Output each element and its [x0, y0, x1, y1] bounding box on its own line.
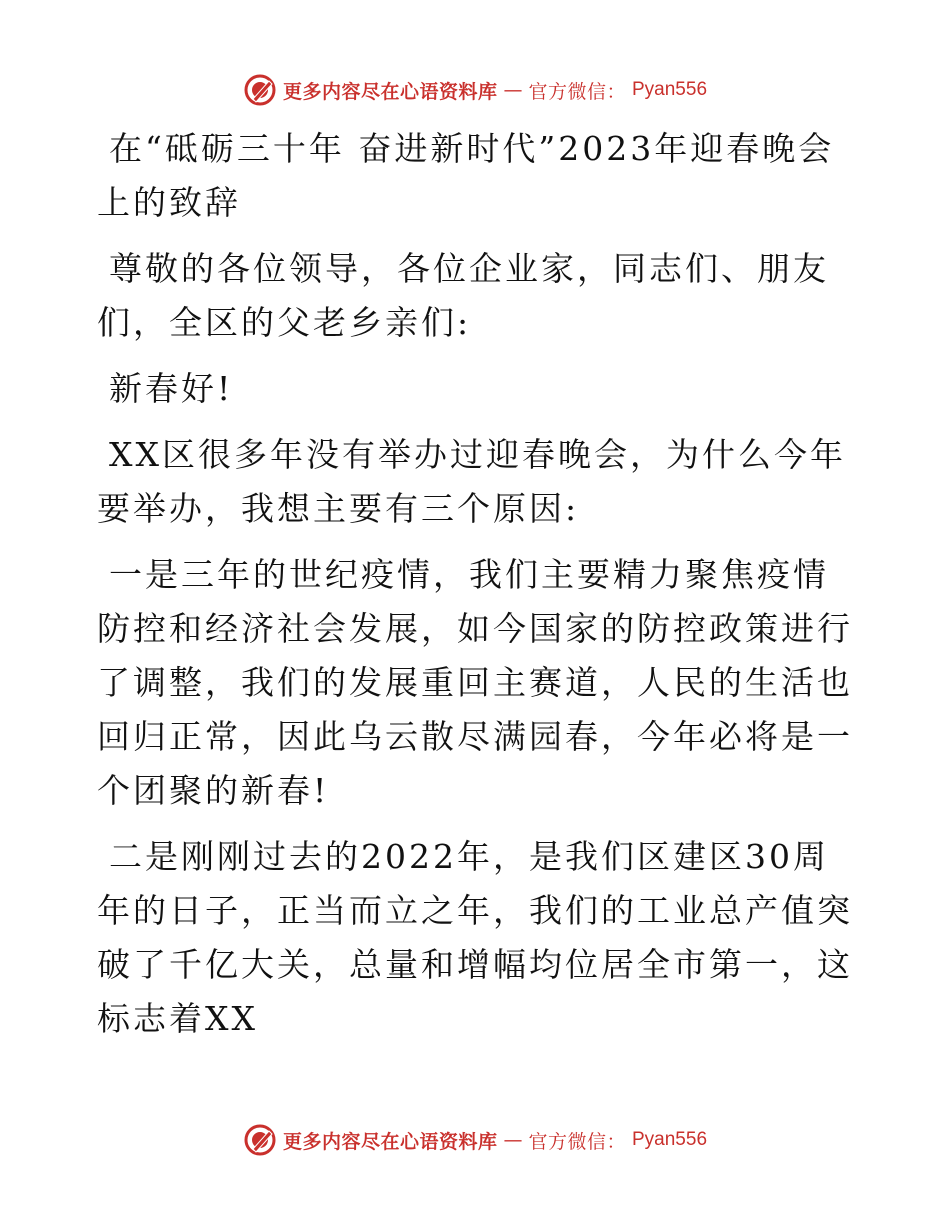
- watermark-dash: —: [503, 1129, 523, 1151]
- reason-two-paragraph: 二是刚刚过去的2022年，是我们区建区30周年的日子，正当而立之年，我们的工业总产值突破了千亿大关，总量和增幅均位居全市第一，这标志着XX: [97, 837, 853, 1038]
- pen-logo-icon: [243, 1123, 277, 1157]
- header-watermark: [0, 70, 950, 110]
- reason-one-paragraph: 一是三年的世纪疫情，我们主要精力聚焦疫情防控和经济社会发展，如今国家的防控政策进行了调整，我们的发展重回主赛道，人民的生活也回归正常，因此乌云散尽满园春，今年必将是一个团聚的新春!: [97, 555, 853, 810]
- greeting-paragraph: 新春好!: [109, 369, 234, 408]
- document-title: 在“砥砺三十年 奋进新时代”2023年迎春晚会上的致辞: [97, 129, 835, 222]
- intro-paragraph: XX区很多年没有举办过迎春晚会，为什么今年要举办，我想主要有三个原因:: [97, 435, 846, 528]
- watermark-wechat-id: Pyan556: [632, 79, 708, 100]
- watermark-dash: —: [503, 79, 523, 101]
- watermark-wechat-id: Pyan556: [632, 1129, 708, 1150]
- pen-logo-icon: [243, 73, 277, 107]
- document-body: [97, 122, 857, 1058]
- watermark-wechat-label: 官方微信：: [528, 1130, 626, 1153]
- watermark-brand: 更多内容尽在心语资料库: [282, 1130, 498, 1153]
- footer-watermark: [0, 1120, 950, 1160]
- watermark-brand: 更多内容尽在心语资料库: [282, 80, 498, 103]
- watermark-wechat-label: 官方微信：: [528, 80, 626, 103]
- salutation-paragraph: 尊敬的各位领导，各位企业家，同志们、朋友们，全区的父老乡亲们:: [97, 249, 829, 342]
